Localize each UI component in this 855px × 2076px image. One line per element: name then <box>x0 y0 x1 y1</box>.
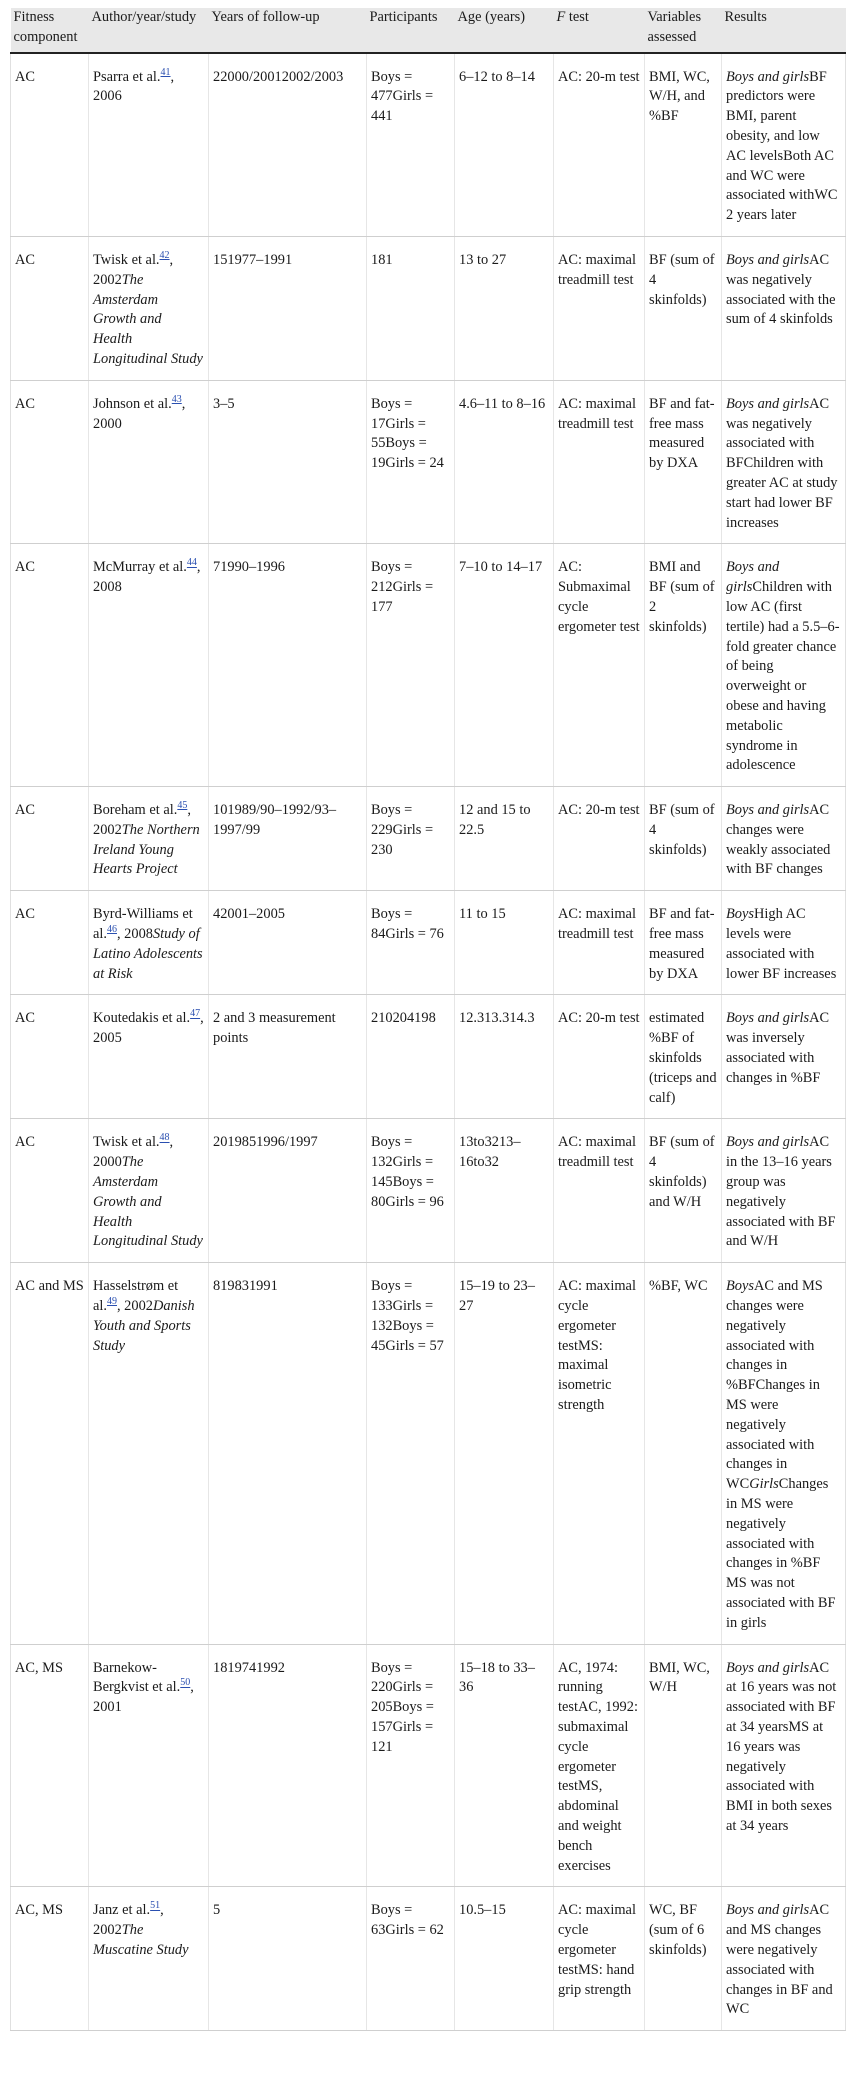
reference-link[interactable]: 41 <box>160 66 171 78</box>
results-group: Boys and girls <box>726 1010 810 1027</box>
age-text: 7–10 to 14–17 <box>459 559 543 576</box>
author-year: , 2000 <box>93 1134 174 1171</box>
participants-text: Boys = 132Girls = 145Boys = 80Girls = 96 <box>371 1134 444 1210</box>
variables-text: BF and fat-free mass measured by DXA <box>649 395 715 472</box>
cell-participants <box>367 995 455 1119</box>
author-name: McMurray et al. <box>93 559 187 576</box>
age-text: 6–12 to 8–14 <box>459 68 535 85</box>
author-year: , 2006 <box>93 68 175 105</box>
cell-age <box>455 1119 554 1263</box>
results-text: AC in the 13–16 years group was negatively associated with BF and W/H <box>726 1134 836 1250</box>
author-name: Byrd-Williams et al. <box>93 906 193 943</box>
cell-variables <box>645 380 722 544</box>
author-name: Twisk et al. <box>93 251 160 268</box>
table-header-row <box>11 8 846 53</box>
author-year: , 2005 <box>93 1010 204 1047</box>
cell-results <box>722 1263 846 1644</box>
age-text: 15–19 to 23–27 <box>459 1278 535 1315</box>
author-name: Boreham et al. <box>93 802 178 819</box>
cell-age <box>455 891 554 995</box>
cell-results <box>722 236 846 380</box>
cell-age <box>455 995 554 1119</box>
author-name: Psarra et al. <box>93 68 161 85</box>
cell-age <box>455 787 554 891</box>
age-text: 4.6–11 to 8–16 <box>459 395 546 412</box>
variables-text: BF (sum of 4 skinfolds) and W/H <box>649 1134 715 1210</box>
participants-text: 181 <box>371 251 393 268</box>
cell-author <box>89 787 209 891</box>
cell-f-test <box>554 53 645 237</box>
cell-fitness-component <box>11 1644 89 1887</box>
header-f-letter: F <box>556 9 566 25</box>
results-text: BF predictors were BMI, parent obesity, and low AC levelsBoth AC and WC were associated withWC 2 years later <box>726 68 838 224</box>
author-name: Hasselstrøm et al. <box>93 1278 179 1315</box>
participants-text: Boys = 477Girls = 441 <box>371 68 434 125</box>
author-year: , 2008 <box>116 926 153 943</box>
f-test-text: AC: 20-m test <box>558 68 640 85</box>
fitness-component-text: AC <box>15 395 35 412</box>
results-group: Boys and girls <box>726 559 780 596</box>
cell-variables <box>645 1644 722 1887</box>
header-age: Age (years) <box>455 8 554 53</box>
years-text: 151977–1991 <box>213 251 293 268</box>
variables-text: estimated %BF of skinfolds (triceps and calf) <box>649 1010 717 1106</box>
header-results: Results <box>722 8 846 53</box>
years-text: 5 <box>213 1902 221 1919</box>
cell-age <box>455 1644 554 1887</box>
author-name: Koutedakis et al. <box>93 1010 191 1027</box>
results-text-2: Changes in MS were negatively associated with changes in %BF MS was not associated with BF in girls <box>726 1476 836 1631</box>
reference-link[interactable]: 43 <box>171 393 182 405</box>
cell-author <box>89 995 209 1119</box>
results-text: AC was inversely associated with changes in %BF <box>726 1010 830 1086</box>
years-text: 2019851996/1997 <box>213 1134 318 1151</box>
cell-f-test <box>554 236 645 380</box>
reference-link[interactable]: 50 <box>180 1677 191 1689</box>
study-name: The Amsterdam Growth and Health Longitudinal Study <box>93 1154 203 1250</box>
participants-text: Boys = 220Girls = 205Boys = 157Girls = 121 <box>371 1659 434 1755</box>
cell-variables <box>645 236 722 380</box>
results-group: Boys and girls <box>726 1659 810 1676</box>
results-group: Boys and girls <box>726 1902 810 1919</box>
reference-link[interactable]: 48 <box>159 1132 170 1144</box>
cell-variables <box>645 53 722 237</box>
reference-link[interactable]: 51 <box>150 1900 161 1912</box>
author-year: , 2002 <box>93 1902 164 1939</box>
results-text: Children with low AC (first tertile) had a 5.5–6-fold greater chance of being overweight or obese and having metabolic syndrome in adolescence <box>726 579 840 774</box>
cell-author <box>89 1887 209 2031</box>
age-text: 12.313.314.3 <box>459 1010 535 1027</box>
cell-age <box>455 1263 554 1644</box>
reference-link[interactable]: 42 <box>159 250 170 262</box>
cell-variables <box>645 544 722 787</box>
cell-years-follow-up <box>209 787 367 891</box>
fitness-component-text: AC <box>15 906 35 923</box>
cell-participants <box>367 380 455 544</box>
cell-participants <box>367 53 455 237</box>
variables-text: BF (sum of 4 skinfolds) <box>649 802 715 858</box>
cell-results <box>722 53 846 237</box>
fitness-component-text: AC, MS <box>15 1659 63 1676</box>
age-text: 15–18 to 33–36 <box>459 1659 535 1696</box>
cell-f-test <box>554 995 645 1119</box>
cell-participants <box>367 1887 455 2031</box>
results-group: Boys and girls <box>726 251 810 268</box>
cell-participants <box>367 1119 455 1263</box>
cell-results <box>722 1644 846 1887</box>
years-text: 819831991 <box>213 1278 278 1295</box>
cell-years-follow-up <box>209 53 367 237</box>
author-name: Twisk et al. <box>93 1134 160 1151</box>
years-text: 42001–2005 <box>213 906 285 923</box>
f-test-text: AC: maximal treadmill test <box>558 1134 636 1171</box>
results-text: AC was negatively associated with the sum of 4 skinfolds <box>726 251 836 328</box>
results-group-2: Girls <box>749 1476 779 1493</box>
cell-fitness-component <box>11 995 89 1119</box>
fitness-studies-table <box>10 8 846 2031</box>
cell-fitness-component <box>11 380 89 544</box>
header-participants: Participants <box>367 8 455 53</box>
study-name: The Northern Ireland Young Hearts Project <box>93 821 200 878</box>
years-text: 71990–1996 <box>213 559 285 576</box>
author-year: , 2002 <box>93 251 174 288</box>
cell-age <box>455 544 554 787</box>
cell-author <box>89 1119 209 1263</box>
cell-years-follow-up <box>209 380 367 544</box>
age-text: 13to3213–16to32 <box>459 1134 521 1171</box>
study-name: The Muscatine Study <box>93 1922 189 1958</box>
f-test-text: AC, 1974: running testAC, 1992: submaximal cycle ergometer testMS, abdominal and weight bench exercises <box>558 1659 638 1874</box>
header-author-year-study: Author/year/study <box>89 8 209 53</box>
cell-results <box>722 995 846 1119</box>
cell-age <box>455 380 554 544</box>
cell-author <box>89 1263 209 1644</box>
fitness-component-text: AC <box>15 251 35 268</box>
cell-fitness-component <box>11 787 89 891</box>
cell-f-test <box>554 544 645 787</box>
results-text: AC and MS changes were negatively associated with changes in %BFChanges in MS were negatively associated with changes in WC <box>726 1278 823 1493</box>
f-test-text: AC: maximal cycle ergometer testMS: hand grip strength <box>558 1902 636 1998</box>
cell-fitness-component <box>11 1887 89 2031</box>
study-name: Study of Latino Adolescents at Risk <box>93 926 203 982</box>
cell-years-follow-up <box>209 995 367 1119</box>
cell-variables <box>645 891 722 995</box>
participants-text: Boys = 212Girls = 177 <box>371 559 434 615</box>
cell-age <box>455 236 554 380</box>
variables-text: BMI, WC, W/H, and %BF <box>649 68 710 125</box>
cell-years-follow-up <box>209 1887 367 2031</box>
years-text: 22000/20012002/2003 <box>213 68 344 85</box>
table-row <box>11 1887 846 2031</box>
author-year: , 2000 <box>93 395 186 432</box>
author-name: Janz et al. <box>93 1902 151 1919</box>
reference-link[interactable]: 44 <box>186 557 197 569</box>
participants-text: 210204198 <box>371 1010 436 1027</box>
table-row <box>11 995 846 1119</box>
author-year: , 2001 <box>93 1679 194 1716</box>
table-row <box>11 236 846 380</box>
table-row <box>11 1644 846 1887</box>
f-test-text: AC: maximal treadmill test <box>558 251 636 288</box>
age-text: 10.5–15 <box>459 1902 506 1919</box>
cell-f-test <box>554 1887 645 2031</box>
f-test-text: AC: maximal cycle ergometer testMS: maximal isometric strength <box>558 1278 636 1414</box>
results-group: Boys and girls <box>726 802 810 819</box>
participants-text: Boys = 133Girls = 132Boys = 45Girls = 57 <box>371 1278 444 1354</box>
cell-variables <box>645 787 722 891</box>
results-group: Boys <box>726 906 754 923</box>
cell-participants <box>367 787 455 891</box>
header-variables-assessed: Variables assessed <box>645 8 722 53</box>
fitness-component-text: AC <box>15 1010 35 1027</box>
age-text: 13 to 27 <box>459 251 507 268</box>
cell-years-follow-up <box>209 1119 367 1263</box>
table-row <box>11 53 846 237</box>
cell-age <box>455 1887 554 2031</box>
participants-text: Boys = 17Girls = 55Boys = 19Girls = 24 <box>371 395 444 472</box>
fitness-component-text: AC <box>15 802 35 819</box>
author-year: , 2002 <box>116 1298 153 1315</box>
cell-fitness-component <box>11 1263 89 1644</box>
results-group: Boys and girls <box>726 68 810 85</box>
cell-years-follow-up <box>209 891 367 995</box>
cell-fitness-component <box>11 891 89 995</box>
results-text: AC and MS changes were negatively associated with changes in BF and WC <box>726 1902 833 2018</box>
cell-f-test <box>554 1119 645 1263</box>
results-text: AC changes were weakly associated with BF changes <box>726 802 831 878</box>
fitness-component-text: AC and MS <box>15 1278 84 1295</box>
cell-variables <box>645 1887 722 2031</box>
variables-text: BF (sum of 4 skinfolds) <box>649 251 715 308</box>
fitness-component-text: AC, MS <box>15 1902 63 1919</box>
cell-years-follow-up <box>209 1263 367 1644</box>
years-text: 1819741992 <box>213 1659 285 1676</box>
cell-results <box>722 891 846 995</box>
cell-fitness-component <box>11 53 89 237</box>
variables-text: %BF, WC <box>649 1278 708 1295</box>
cell-results <box>722 380 846 544</box>
cell-participants <box>367 891 455 995</box>
variables-text: WC, BF (sum of 6 skinfolds) <box>649 1902 707 1958</box>
table-row <box>11 1263 846 1644</box>
variables-text: BMI and BF (sum of 2 skinfolds) <box>649 559 715 635</box>
participants-text: Boys = 63Girls = 62 <box>371 1902 444 1939</box>
table-row <box>11 544 846 787</box>
author-name: Johnson et al. <box>93 395 172 412</box>
table-row <box>11 1119 846 1263</box>
cell-author <box>89 236 209 380</box>
cell-results <box>722 1887 846 2031</box>
header-f-test <box>554 8 645 53</box>
cell-variables <box>645 1119 722 1263</box>
f-test-text: AC: 20-m test <box>558 1010 640 1027</box>
cell-author <box>89 544 209 787</box>
cell-variables <box>645 1263 722 1644</box>
cell-fitness-component <box>11 1119 89 1263</box>
cell-participants <box>367 1644 455 1887</box>
table-row <box>11 891 846 995</box>
results-text: AC was negatively associated with BFChildren with greater AC at study start had lower BF increases <box>726 395 838 531</box>
reference-link[interactable]: 46 <box>106 924 117 936</box>
cell-f-test <box>554 380 645 544</box>
author-year: , 2002 <box>93 802 191 838</box>
fitness-component-text: AC <box>15 559 35 576</box>
reference-link[interactable]: 47 <box>190 1008 201 1020</box>
cell-years-follow-up <box>209 1644 367 1887</box>
participants-text: Boys = 84Girls = 76 <box>371 906 444 943</box>
results-text: High AC levels were associated with lower BF increases <box>726 906 837 982</box>
variables-text: BF and fat-free mass measured by DXA <box>649 906 715 982</box>
fitness-component-text: AC <box>15 1134 35 1151</box>
cell-participants <box>367 236 455 380</box>
author-year: , 2008 <box>93 559 201 596</box>
fitness-component-text: AC <box>15 68 35 85</box>
cell-fitness-component <box>11 236 89 380</box>
header-fitness-component: Fitness component <box>11 8 89 53</box>
cell-participants <box>367 544 455 787</box>
cell-results <box>722 544 846 787</box>
years-text: 2 and 3 measurement points <box>213 1010 336 1047</box>
f-test-text: AC: maximal treadmill test <box>558 906 636 943</box>
cell-age <box>455 53 554 237</box>
f-test-text: AC: 20-m test <box>558 802 640 819</box>
f-test-text: AC: Submaximal cycle ergometer test <box>558 559 640 635</box>
reference-link[interactable]: 45 <box>177 800 188 812</box>
header-years-follow-up: Years of follow-up <box>209 8 367 53</box>
age-text: 11 to 15 <box>459 906 506 923</box>
cell-years-follow-up <box>209 236 367 380</box>
results-text: AC at 16 years was not associated with BF at 34 yearsMS at 16 years was negatively associated with BMI in both sexes at 34 years <box>726 1659 837 1834</box>
cell-f-test <box>554 891 645 995</box>
cell-author <box>89 53 209 237</box>
cell-participants <box>367 1263 455 1644</box>
results-group: Boys and girls <box>726 395 810 412</box>
cell-author <box>89 1644 209 1887</box>
cell-variables <box>645 995 722 1119</box>
cell-f-test <box>554 1263 645 1644</box>
cell-results <box>722 1119 846 1263</box>
table-row <box>11 380 846 544</box>
cell-f-test <box>554 1644 645 1887</box>
results-group: Boys and girls <box>726 1134 810 1151</box>
cell-fitness-component <box>11 544 89 787</box>
study-name: Danish Youth and Sports Study <box>93 1298 195 1354</box>
cell-author <box>89 891 209 995</box>
cell-years-follow-up <box>209 544 367 787</box>
participants-text: Boys = 229Girls = 230 <box>371 802 434 858</box>
cell-author <box>89 380 209 544</box>
age-text: 12 and 15 to 22.5 <box>459 802 531 838</box>
variables-text: BMI, WC, W/H <box>649 1659 710 1696</box>
cell-f-test <box>554 787 645 891</box>
years-text: 3–5 <box>213 395 235 412</box>
table-body <box>11 53 846 2031</box>
header-f-rest: test <box>565 9 589 25</box>
cell-results <box>722 787 846 891</box>
author-name: Barnekow-Bergkvist et al. <box>93 1659 181 1696</box>
table-row <box>11 787 846 891</box>
years-text: 101989/90–1992/93–1997/99 <box>213 802 337 838</box>
study-name: The Amsterdam Growth and Health Longitudinal Study <box>93 271 203 367</box>
f-test-text: AC: maximal treadmill test <box>558 395 636 432</box>
results-group: Boys <box>726 1278 754 1295</box>
reference-link[interactable]: 49 <box>106 1296 117 1308</box>
